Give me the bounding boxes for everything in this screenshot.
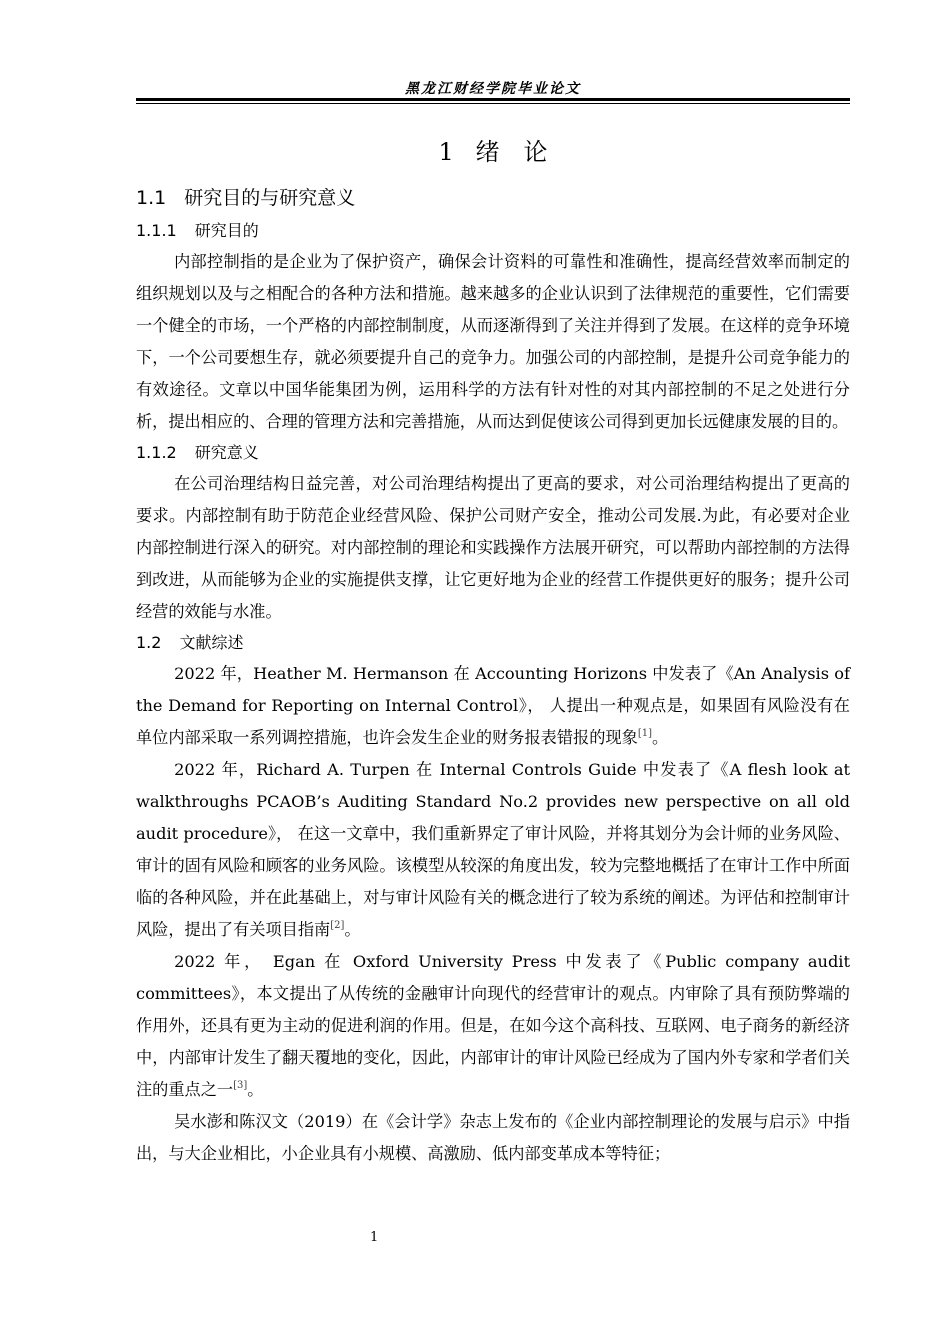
running-header: 黑龙江财经学院毕业论文 (405, 81, 581, 97)
paragraph-literature-2 (136, 754, 850, 946)
citation-ref[interactable]: [3] (233, 1080, 248, 1091)
chapter-heading: 绪 论 (475, 138, 548, 166)
paragraph-research-significance: 在公司治理结构日益完善，对公司治理结构提出了更高的要求，对公司治理结构提出了更高的要求。内部控制有助于防范企业经营风险、保护公司财产安全，推动公司发展.为此，有必要对企业内部控制进行深入的研究。对内部控制的理论和实践操作方法展开研究，可以帮助内部控制的方法得到改进，从而能够为企业的实施提供支撑，让它更好地为企业的经营工作提供更好的服务；提升公司经营的效能与水准。 (136, 474, 850, 621)
paragraph-literature-4: 吴水澎和陈汉文（2019）在《会计学》杂志上发布的《企业内部控制理论的发展与启示》中指出，与大企业相比，小企业具有小规模、高激励、低内部变革成本等特征； (136, 1112, 850, 1163)
paragraph-literature-1 (136, 658, 850, 754)
section-title: 研究目的 (194, 221, 259, 240)
chapter-number: 1 (438, 138, 454, 166)
section-number: 1.1.1 (136, 221, 177, 240)
paragraph-end: 。 (651, 728, 669, 747)
paragraph-end: 。 (247, 1080, 264, 1099)
page-content (136, 130, 850, 1170)
chapter-title (136, 130, 850, 174)
paragraph-end: 。 (344, 920, 361, 939)
section-heading-1-2 (136, 628, 850, 658)
section-title: 文献综述 (179, 633, 244, 652)
section-number: 1.1.2 (136, 443, 177, 462)
section-number: 1.2 (136, 633, 162, 652)
section-heading-1-1-1 (136, 216, 850, 246)
citation-ref[interactable]: [1] (637, 728, 652, 739)
paragraph-text: 2022 年，Heather M. Hermanson 在 Accounting Horizons 中发表了《An Analysis of the Demand for Reporting on Internal Control》， 人提出一种观点是，如果固有风险没有在单位内部采取一系列调控措施，也许会发生企业的财务报表错报的现象 (136, 664, 850, 747)
section-heading-1-1 (136, 180, 850, 216)
citation-ref[interactable]: [2] (330, 920, 345, 931)
section-number: 1.1 (136, 187, 167, 209)
paragraph-text: 2022 年， Egan 在 Oxford University Press 中发表了《Public company audit committees》，本文提出了从传统的金融审计向现代的经营审计的观点。内审除了具有预防弊端的作用外，还具有更为主动的促进利润的作用。但是，在如今这个高科技、互联网、电子商务的新经济中，内部审计发生了翻天覆地的变化，因此，内部审计的审计风险已经成为了国内外专家和学者们关注的重点之一 (136, 952, 850, 1099)
section-title: 研究目的与研究意义 (184, 187, 356, 209)
paragraph-literature-3 (136, 946, 850, 1106)
header-rule-thick (136, 98, 850, 101)
section-heading-1-1-2 (136, 438, 850, 468)
paragraph-research-purpose: 内部控制指的是企业为了保护资产，确保会计资料的可靠性和准确性，提高经营效率而制定的组织规划以及与之相配合的各种方法和措施。越来越多的企业认识到了法律规范的重要性，它们需要一个健全的市场，一个严格的内部控制制度，从而逐渐得到了关注并得到了发展。在这样的竞争环境下，一个公司要想生存，就必须要提升自己的竞争力。加强公司的内部控制，是提升公司竞争能力的有效途径。文章以中国华能集团为例，运用科学的方法有针对性的对其内部控制的不足之处进行分析，提出相应的、合理的管理方法和完善措施，从而达到促使该公司得到更加长远健康发展的目的。 (136, 252, 850, 431)
header-rule-thin (136, 103, 850, 104)
paragraph-text: 2022 年，Richard A. Turpen 在 Internal Controls Guide 中发表了《A flesh look at walkthroughs PCAOB’s Auditing Standard No.2 provides new perspective on all old audit procedure》， 在这一文章中，我们重新界定了审计风险，并将其划分为会计师的业务风险、审计的固有风险和顾客的业务风险。该模型从较深的角度出发，较为完整地概括了在审计工作中所面临的各种风险，并在此基础上，对与审计风险有关的概念进行了较为系统的阐述。为评估和控制审计风险，提出了有关项目指南 (136, 760, 850, 939)
page-number: 1 (370, 1230, 379, 1245)
section-title: 研究意义 (194, 443, 259, 462)
